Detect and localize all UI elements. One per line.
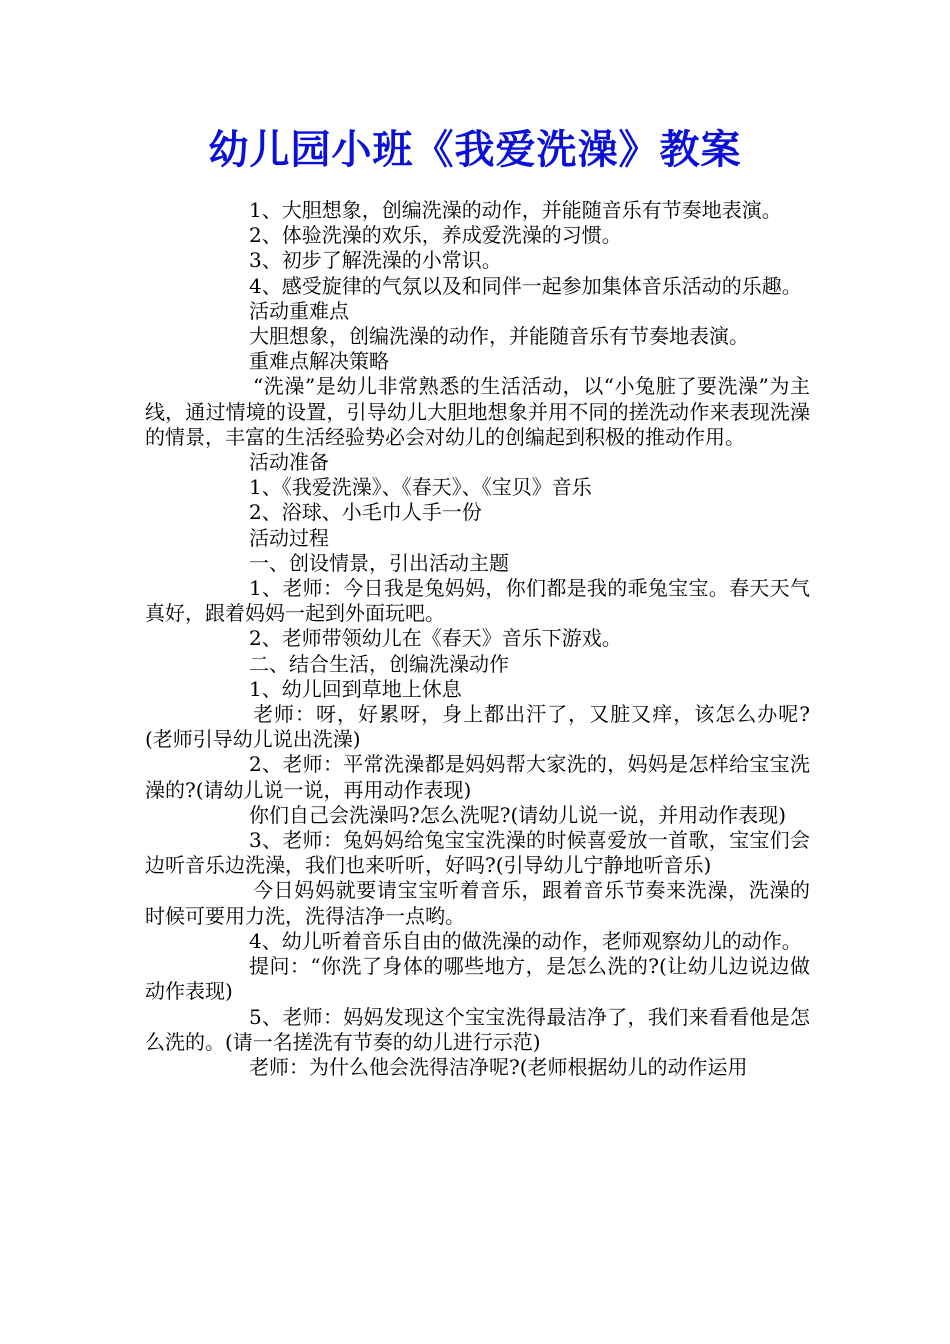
document-title: 幼儿园小班《我爱洗澡》教案 xyxy=(208,126,742,173)
paragraph: 今日妈妈就要请宝宝听着音乐，跟着音乐节奏来洗澡，洗澡的时候可要用力洗，洗得洁净一点哟。 xyxy=(145,878,810,928)
paragraph: 1、《我爱洗澡》、《春天》、《宝贝》音乐 xyxy=(249,475,592,500)
paragraph: 大胆想象，创编洗澡的动作，并能随音乐有节奏地表演。 xyxy=(249,324,749,349)
paragraph: 2、浴球、小毛巾人手一份 xyxy=(249,500,482,525)
paragraph: 老师：呀，好累呀，身上都出汗了，又脏又痒，该怎么办呢?(老师引导幼儿说出洗澡) xyxy=(145,702,810,752)
paragraph: 提问：“你洗了身体的哪些地方，是怎么洗的?(让幼儿边说边做动作表现) xyxy=(145,954,810,1004)
paragraph: 2、老师：平常洗澡都是妈妈帮大家洗的，妈妈是怎样给宝宝洗澡的?(请幼儿说一说，再用动作表现) xyxy=(145,752,810,802)
paragraph: 活动重难点 xyxy=(249,298,349,323)
paragraph: 1、大胆想象，创编洗澡的动作，并能随音乐有节奏地表演。 xyxy=(249,198,782,222)
paragraph: 2、老师带领幼儿在《春天》音乐下游戏。 xyxy=(249,626,622,651)
paragraph: 2、体验洗澡的欢乐，养成爱洗澡的习惯。 xyxy=(249,223,622,248)
document-body xyxy=(145,198,810,1080)
paragraph: 重难点解决策略 xyxy=(249,349,389,374)
paragraph: 活动过程 xyxy=(249,525,329,550)
paragraph: 1、老师：今日我是兔妈妈，你们都是我的乖兔宝宝。春天天气真好，跟着妈妈一起到外面玩吧。 xyxy=(145,576,810,626)
paragraph: 3、初步了解洗澡的小常识。 xyxy=(249,248,502,273)
paragraph: 活动准备 xyxy=(249,450,329,475)
paragraph: 二、结合生活，创编洗澡动作 xyxy=(249,651,509,676)
paragraph: 一、创设情景，引出活动主题 xyxy=(249,550,509,575)
paragraph: “洗澡”是幼儿非常熟悉的生活活动，以“小兔脏了要洗澡”为主线，通过情境的设置，引导幼儿大胆地想象并用不同的搓洗动作来表现洗澡的情景，丰富的生活经验势必会对幼儿的创编起到积极的推动作用。 xyxy=(145,374,810,449)
paragraph: 老师：为什么他会洗得洁净呢?(老师根据幼儿的动作运用 xyxy=(249,1054,748,1079)
paragraph: 4、感受旋律的气氛以及和同伴一起参加集体音乐活动的乐趣。 xyxy=(249,273,802,298)
paragraph: 你们自己会洗澡吗?怎么洗呢?(请幼儿说一说，并用动作表现) xyxy=(249,802,787,827)
paragraph: 5、老师：妈妈发现这个宝宝洗得最洁净了，我们来看看他是怎么洗的。(请一名搓洗有节奏的幼儿进行示范) xyxy=(145,1004,810,1054)
paragraph: 1、幼儿回到草地上休息 xyxy=(249,676,462,701)
paragraph: 3、老师：兔妈妈给兔宝宝洗澡的时候喜爱放一首歌，宝宝们会边听音乐边洗澡，我们也来听听，好吗?(引导幼儿宁静地听音乐) xyxy=(145,828,810,878)
paragraph: 4、幼儿听着音乐自由的做洗澡的动作，老师观察幼儿的动作。 xyxy=(249,928,802,953)
